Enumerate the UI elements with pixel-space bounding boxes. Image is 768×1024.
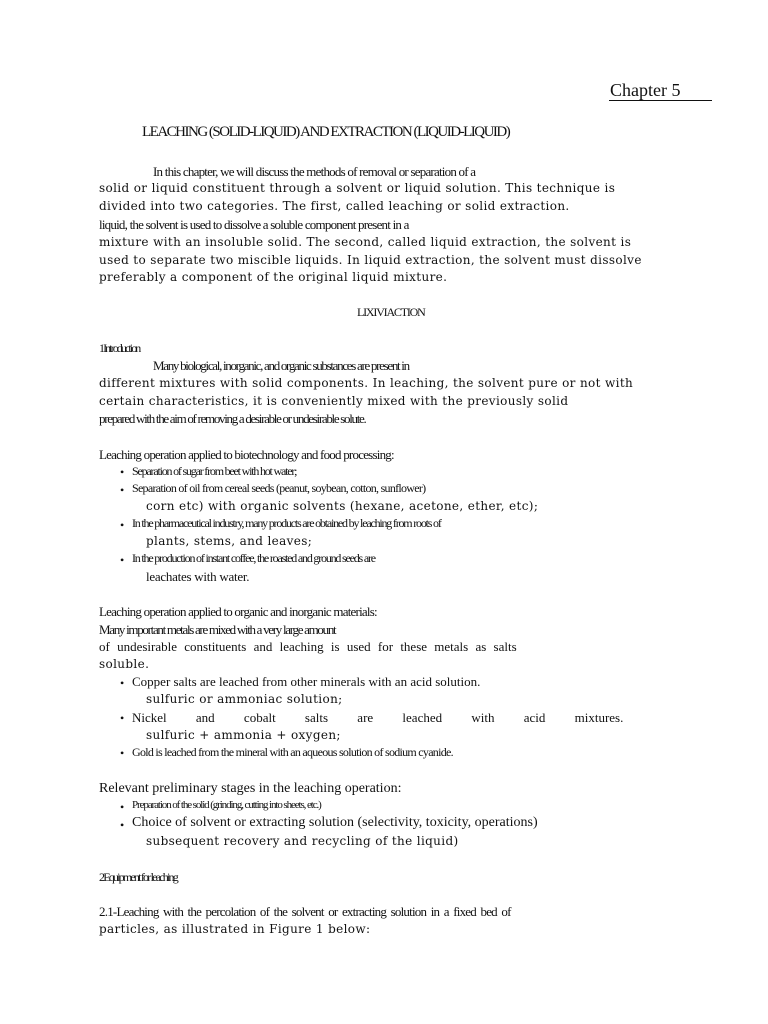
intro2-line-2: different mixtures with solid components. In leaching, the solvent pure or not with	[99, 376, 634, 390]
equip-line-2: particles, as illustrated in Figure 1 below:	[99, 922, 371, 936]
bullet-icon: •	[120, 518, 125, 532]
inorg-line-1: Many important metals are mixed with a very large amount	[99, 622, 336, 637]
intro-line-6: used to separate two miscible liquids. In liquid extraction, the solvent must dissolve	[99, 253, 642, 267]
bullet-icon: •	[120, 746, 125, 760]
bullet-icon: •	[120, 483, 125, 497]
inorg-item-2: Nickel and cobalt salts are leached with acid mixtures.	[132, 710, 624, 725]
inorg-line-3: soluble.	[99, 657, 150, 671]
subheading-equipment: 2Equipment for leaching	[99, 870, 177, 884]
intro2-line-3: certain characteristics, it is conveniently mixed with the previously solid	[99, 394, 569, 408]
bullet-icon: •	[120, 711, 125, 725]
section-heading: LIXIVIACTION	[357, 305, 425, 319]
equip-line-1: 2.1-Leaching with the percolation of the solvent or extracting solution in a fixed bed of	[99, 904, 511, 919]
intro-line-1: In this chapter, we will discuss the methods of removal or separation of a	[153, 164, 476, 179]
intro-line-2: solid or liquid constituent through a solvent or liquid solution. This technique is	[99, 181, 616, 195]
chapter-underline	[609, 100, 712, 101]
bio-item-2: Separation of oil from cereal seeds (peanut, soybean, cotton, sunflower)	[132, 481, 426, 495]
inorg-item-2-cont: sulfuric + ammonia + oxygen;	[146, 728, 341, 742]
prelim-item-2-cont: subsequent recovery and recycling of the liquid)	[146, 834, 459, 848]
intro-line-7: preferably a component of the original liquid mixture.	[99, 270, 448, 284]
bullet-icon: •	[120, 465, 125, 479]
intro2-line-4: prepared with the aim of removing a desirable or undesirable solute.	[99, 411, 366, 426]
intro-line-4: liquid, the solvent is used to dissolve a soluble component present in a	[99, 217, 409, 232]
subheading-introduction: 1Introduction	[99, 341, 140, 355]
prelim-item-2: Choice of solvent or extracting solution (selectivity, toxicity, operations)	[132, 815, 538, 830]
chapter-label: Chapter 5	[610, 80, 681, 100]
bullet-icon: •	[120, 553, 125, 567]
bio-heading: Leaching operation applied to biotechnology and food processing:	[99, 447, 394, 462]
bio-item-1: Separation of sugar from beet with hot water;	[132, 464, 297, 478]
bio-item-4: In the production of instant coffee, the roasted and ground seeds are	[132, 551, 375, 565]
intro-line-5: mixture with an insoluble solid. The second, called liquid extraction, the solvent is	[99, 235, 632, 249]
bio-item-4-cont: leachates with water.	[146, 569, 250, 584]
inorg-item-3: Gold is leached from the mineral with an aqueous solution of sodium cyanide.	[132, 745, 453, 759]
intro-line-3: divided into two categories. The first, called leaching or solid extraction.	[99, 199, 570, 213]
bio-item-3: In the pharmaceutical industry, many products are obtained by leaching from roots of	[132, 516, 441, 530]
prelim-item-1: Preparation of the solid (grinding, cutting into sheets, etc.)	[132, 799, 321, 811]
bio-item-2-cont: corn etc) with organic solvents (hexane, acetone, ether, etc);	[146, 499, 539, 513]
inorg-line-2: of undesirable constituents and leaching is used for these metals as salts	[99, 639, 517, 654]
bullet-icon: •	[120, 800, 125, 814]
inorg-item-1-cont: sulfuric or ammoniac solution;	[146, 692, 343, 706]
inorg-item-1: Copper salts are leached from other minerals with an acid solution.	[132, 674, 481, 689]
inorg-heading: Leaching operation applied to organic and inorganic materials:	[99, 604, 377, 619]
bullet-icon: •	[120, 676, 125, 690]
bullet-icon: •	[120, 818, 125, 832]
chapter-title: LEACHING (SOLID-LIQUID) AND EXTRACTION (LIQUID-LIQUID)	[142, 124, 510, 140]
prelim-heading: Relevant preliminary stages in the leaching operation:	[99, 781, 402, 796]
bio-item-3-cont: plants, stems, and leaves;	[146, 534, 313, 548]
intro2-line-1: Many biological, inorganic, and organic substances are present in	[153, 358, 409, 373]
